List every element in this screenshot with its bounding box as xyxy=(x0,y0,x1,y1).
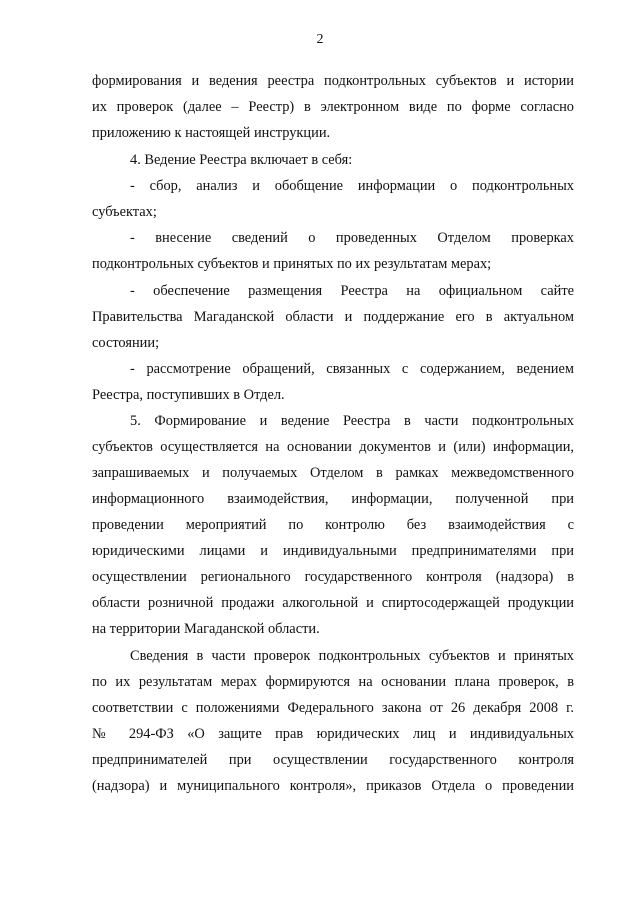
text-line: Правительства Магаданской области и поддержание его в актуальном xyxy=(92,309,574,325)
text-line: 5. Формирование и ведение Реестра в части подконтрольных xyxy=(130,413,574,429)
text-line: на территории Магаданской области. xyxy=(92,621,320,637)
text-line: подконтрольных субъектов и принятых по их результатам мерах; xyxy=(92,256,492,272)
text-line: их проверок (далее – Реестр) в электронном виде по форме согласно xyxy=(92,99,574,115)
text-line: (надзора) и муниципального контроля», приказов Отдела о проведении xyxy=(92,778,574,794)
text-line: соответствии с положениями Федерального закона от 26 декабря 2008 г. xyxy=(92,700,574,716)
text-line: - внесение сведений о проведенных Отделом проверках xyxy=(130,230,574,246)
text-line: проведении мероприятий по контролю без взаимодействия с xyxy=(92,517,574,533)
text-line: - сбор, анализ и обобщение информации о подконтрольных xyxy=(130,178,574,194)
text-line: субъектах; xyxy=(92,204,157,220)
text-line: - обеспечение размещения Реестра на официальном сайте xyxy=(130,283,574,299)
text-line: № 294-ФЗ «О защите прав юридических лиц и индивидуальных xyxy=(92,726,574,742)
text-line: по их результатам мерах формируются на основании плана проверок, в xyxy=(92,674,574,690)
text-line: информационного взаимодействия, информации, полученной при xyxy=(92,491,574,507)
text-line: - рассмотрение обращений, связанных с содержанием, ведением xyxy=(130,361,574,377)
text-line: приложению к настоящей инструкции. xyxy=(92,125,331,141)
page-number: 2 xyxy=(316,32,324,47)
text-line: области розничной продажи алкогольной и спиртосодержащей продукции xyxy=(92,595,574,611)
text-line: осуществлении регионального государственного контроля (надзора) в xyxy=(92,569,574,585)
text-line: юридическими лицами и индивидуальными предпринимателями при xyxy=(92,543,574,559)
text-line: формирования и ведения реестра подконтрольных субъектов и истории xyxy=(92,73,574,89)
text-line: субъектов осуществляется на основании документов и (или) информации, xyxy=(92,439,574,455)
text-line: предпринимателей при осуществлении государственного контроля xyxy=(92,752,574,768)
text-line: Реестра, поступивших в Отдел. xyxy=(92,387,285,403)
text-line: Сведения в части проверок подконтрольных субъектов и принятых xyxy=(130,648,574,664)
text-line: состоянии; xyxy=(92,335,160,351)
text-line: 4. Ведение Реестра включает в себя: xyxy=(130,152,353,168)
text-line: запрашиваемых и получаемых Отделом в рамках межведомственного xyxy=(92,465,574,481)
